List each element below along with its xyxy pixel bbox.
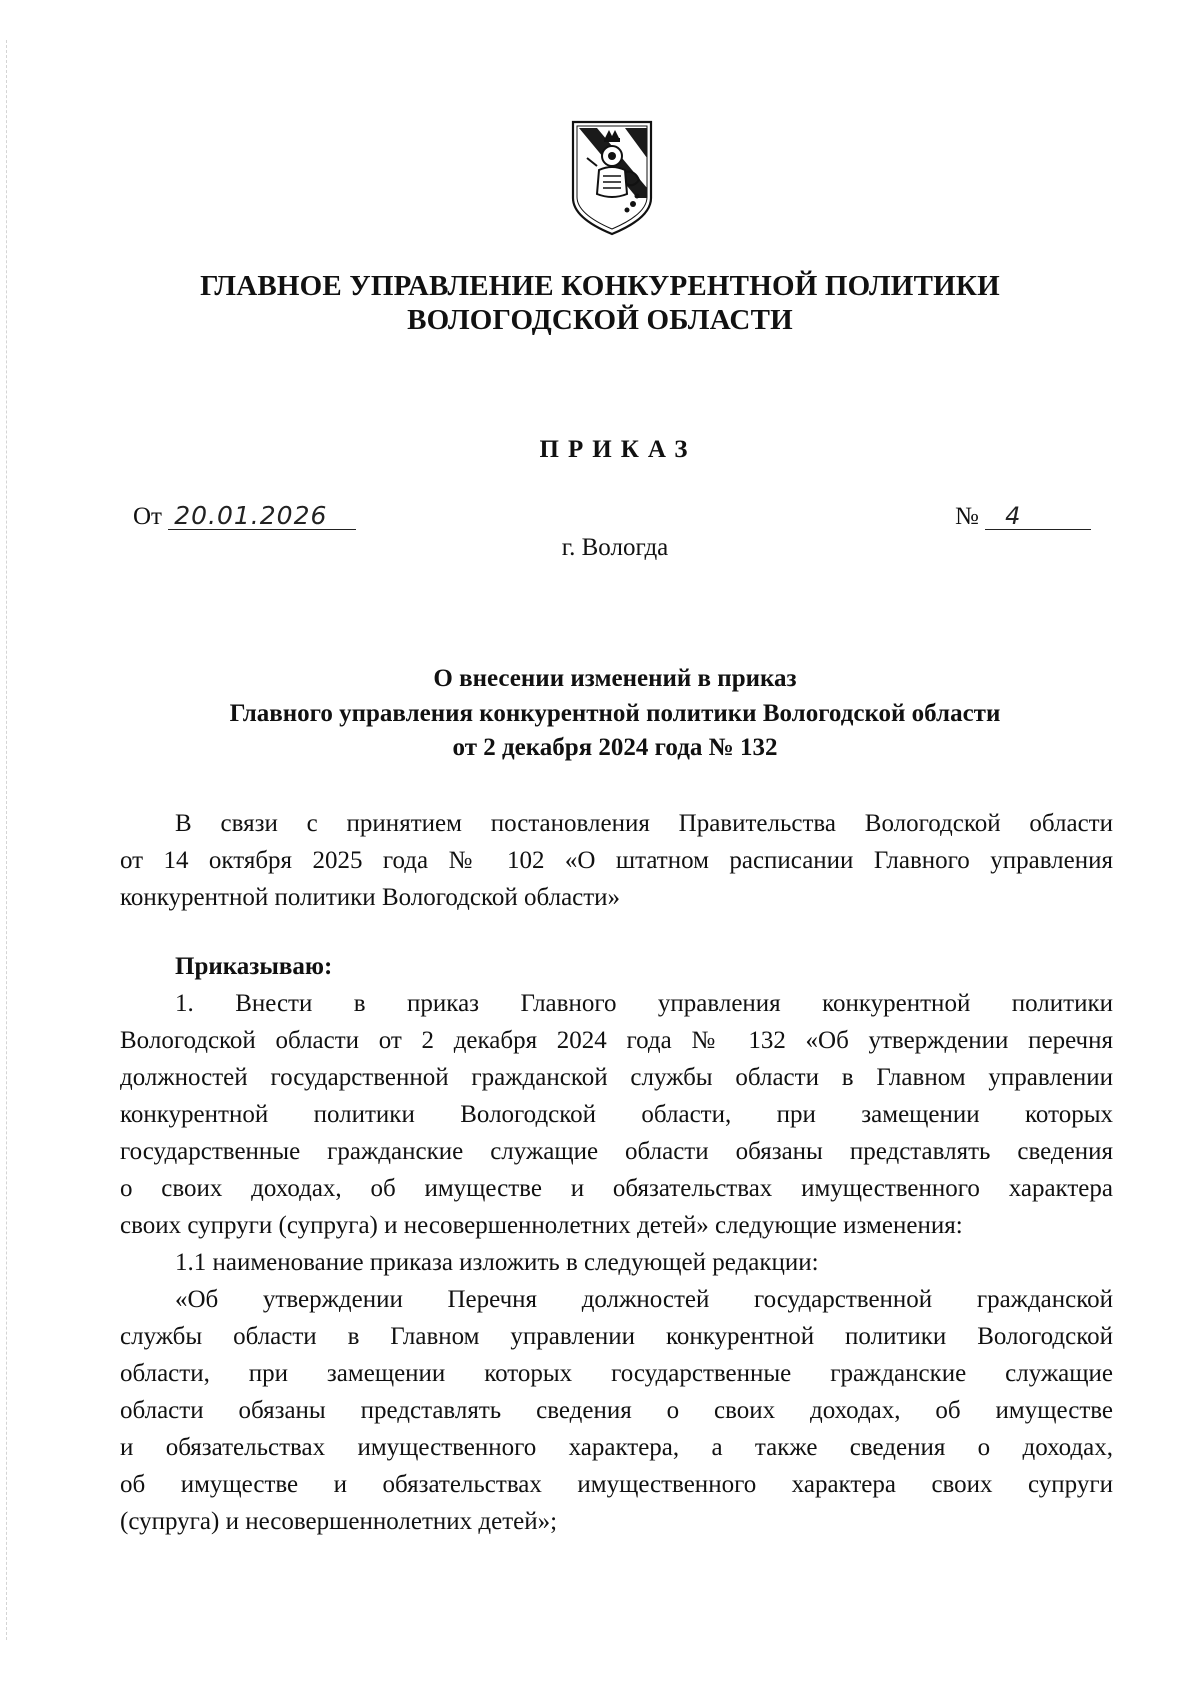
number-prefix: № [955,503,979,530]
item1-line: государственные гражданские служащие области обязаны представлять сведения [120,1138,1113,1165]
handwritten-number: 4 [985,504,1091,530]
preamble-line: от 14 октября 2025 года № 102 «О штатном расписании Главного управления [120,847,1113,874]
new-title-line: об имуществе и обязательствах имущественного характера своих супруги [120,1471,1113,1498]
agency-name-line-1: ГЛАВНОЕ УПРАВЛЕНИЕ КОНКУРЕНТНОЙ ПОЛИТИКИ [200,270,1000,302]
city-line: г. Вологда [561,534,669,561]
new-title-line: области обязаны представлять сведения о своих доходах, об имуществе [120,1397,1113,1424]
coat-of-arms-icon [567,118,657,238]
new-title-line: службы области в Главном управлении конкурентной политики Вологодской [120,1323,1113,1350]
new-title-line: и обязательствах имущественного характера, а также сведения о доходах, [120,1434,1113,1461]
item1-line: своих супруги (супруга) и несовершеннолетних детей» следующие изменения: [120,1212,963,1239]
new-title-line: (супруга) и несовершеннолетних детей»; [120,1508,558,1535]
item1-line: должностей государственной гражданской службы области в Главном управлении [120,1064,1113,1091]
item1-line: конкурентной политики Вологодской области, при замещении которых [120,1101,1113,1128]
order-directive: Приказываю: [175,953,333,980]
item1-line: о своих доходах, об имуществе и обязательствах имущественного характера [120,1175,1113,1202]
new-title-line: «Об утверждении Перечня должностей государственной гражданской [175,1286,1113,1313]
agency-name-line-2: ВОЛОГОДСКОЙ ОБЛАСТИ [407,304,793,336]
new-title-line: области, при замещении которых государственные гражданские служащие [120,1360,1113,1387]
subject-line-3: от 2 декабря 2024 года № 132 [452,734,778,761]
date-field [133,503,356,531]
item1-line: Вологодской области от 2 декабря 2024 года № 132 «Об утверждении перечня [120,1027,1113,1054]
document-type-heading: ПРИКАЗ [539,436,697,463]
item1-line: 1. Внести в приказ Главного управления конкурентной политики [175,990,1113,1017]
date-prefix: От [133,503,162,530]
item1-1-line: 1.1 наименование приказа изложить в следующей редакции: [175,1249,819,1276]
handwritten-date: 20.01.2026 [168,503,356,530]
preamble-line: В связи с принятием постановления Правительства Вологодской области [175,810,1113,837]
subject-line-2: Главного управления конкурентной политики Вологодской области [229,700,1001,727]
number-field [955,503,1091,531]
subject-line-1: О внесении изменений в приказ [433,665,797,692]
preamble-line: конкурентной политики Вологодской области» [120,884,621,911]
